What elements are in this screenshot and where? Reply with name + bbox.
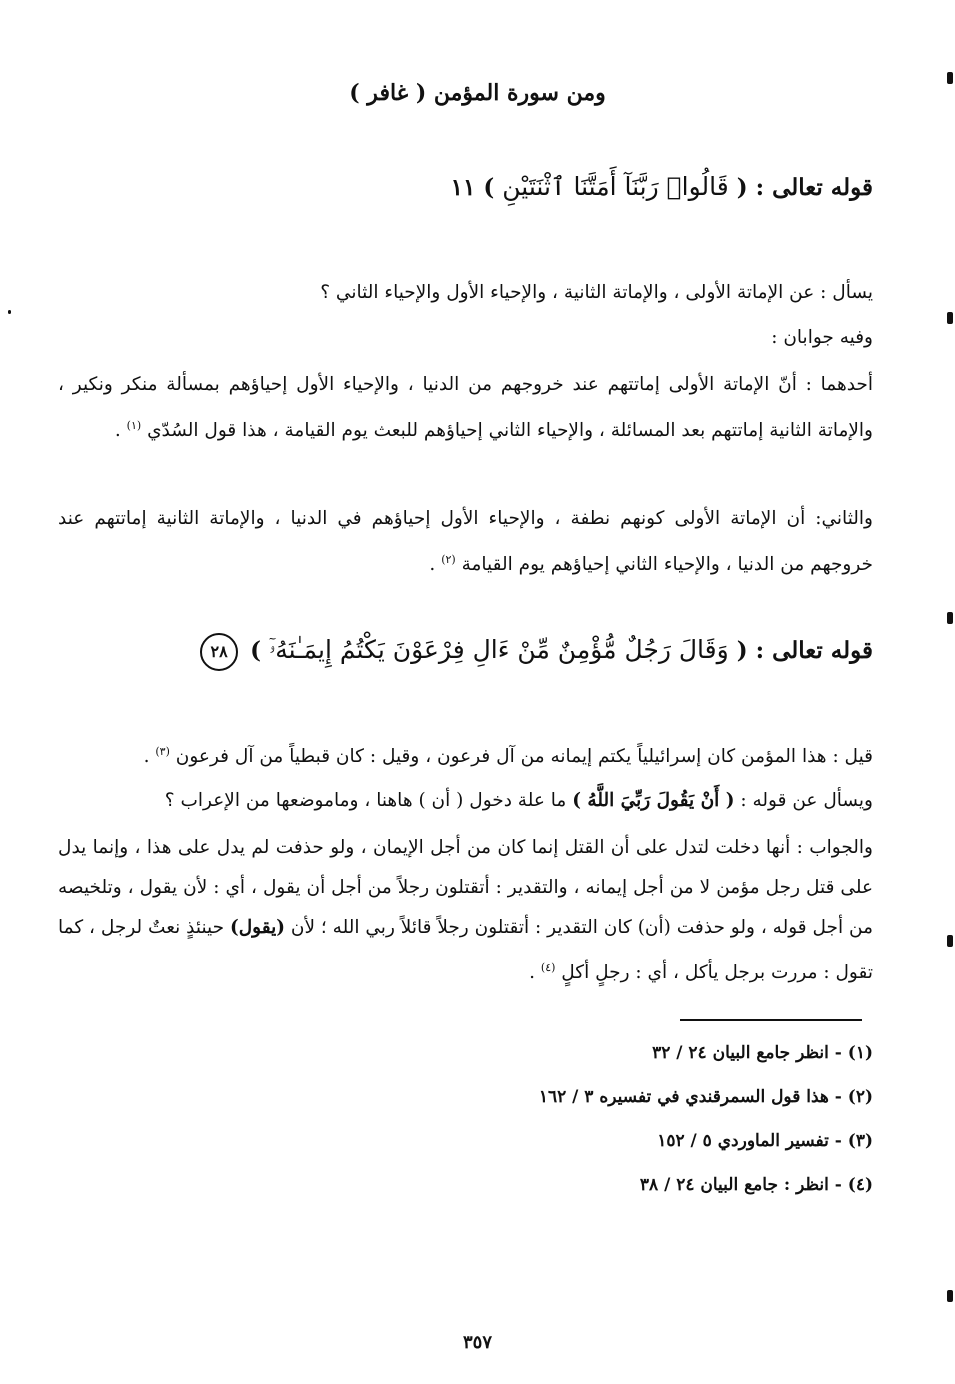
footnote-ref-3: (٣) <box>155 745 170 758</box>
footnote-ref-4: (٤) <box>540 961 556 974</box>
footnote-1: (١) - انظر جامع البيان ٢٤ / ٣٢ <box>652 1043 873 1063</box>
verse-lead: قوله تعالى : ( <box>736 174 873 201</box>
paragraph-identity <box>58 731 873 777</box>
footnote-separator <box>680 1019 862 1021</box>
sentence-end: . <box>529 962 535 984</box>
verse-heading-1 <box>73 172 873 201</box>
sentence-end: . <box>114 420 121 442</box>
grammar-answer-tail: حينئذٍ نعتٌ لرجل ، كما تقول : مررت برجل يأكل ، أي : رجلٍ أكلٍ <box>58 917 873 984</box>
paragraph-question: يسأل : عن الإماتة الأولى ، والإماتة الثانية ، والإحياء الأول والإحياء الثاني ؟ <box>320 282 873 303</box>
verse-quote: وَقَالَ رَجُلٌ مُّؤْمِنٌ مِّنْ ءَالِ فِرْعَوْنَ يَكْتُمُ إِيمَـٰنَهُۥٓ <box>269 635 729 664</box>
scan-speck <box>8 310 11 314</box>
footnote-3: (٣) - تفسير الماوردي ٥ / ١٥٢ <box>657 1131 873 1151</box>
footnote-4: (٤) - انظر : جامع البيان ٢٤ / ٣٨ <box>639 1175 873 1195</box>
verse-lead: قوله تعالى : ( <box>736 637 873 664</box>
grammar-question-lead: ويسأل عن قوله : <box>740 790 873 811</box>
paragraph-first-answer <box>58 364 873 451</box>
footnote-ref-2: (٢) <box>441 553 456 566</box>
footnote-2: (٢) - هذا قول السمرقندي في تفسيره ٣ / ١٦٢ <box>538 1087 873 1107</box>
verse-tail: ) <box>250 637 261 664</box>
quoted-word: (يقول) <box>229 917 285 938</box>
page-header: ومن سورة المؤمن ( غافر ) <box>349 80 606 106</box>
paragraph-grammar-answer <box>58 828 873 993</box>
verse-heading-2 <box>73 633 873 671</box>
binding-mark <box>947 612 953 624</box>
ayah-number-badge: ٢٨ <box>200 633 238 671</box>
first-answer-text: أحدهما : أنّ الإماتة الأولى إماتتهم عند خروجهم من الدنيا ، والإحياء الأول إحياؤهم بمسألة منكر ونكير ، والإماتة الثانية إماتتهم بعد المسائلة ، والإحياء الثاني إحياؤهم للبعث يوم القيامة ، هذا قول السُدّي <box>58 374 873 442</box>
paragraph-two-answers: وفيه جوابان : <box>771 327 873 348</box>
footnote-ref-1: (١) <box>126 419 142 432</box>
paragraph-second-answer <box>58 498 873 585</box>
sentence-end: . <box>429 554 436 576</box>
verse-tail: ) ١١ <box>450 174 495 201</box>
binding-mark <box>947 312 953 324</box>
identity-text: قيل : هذا المؤمن كان إسرائيلياً يكتم إيمانه من آل فرعون ، وقيل : كان قبطياً من آل فرعون <box>175 746 873 768</box>
paragraph-grammar-question <box>58 780 873 821</box>
sentence-end: . <box>143 746 150 768</box>
grammar-answer-text: والجواب : أنها دخلت لتدل على أن القتل إنما كان من أجل الإيمان ، ولو حذفت لم يدل على هذا ، وإنما يدل على قتل رجل مؤمن لا من أجل إيمانه ، والتقدير : أتقتلون رجلاً من أجل أن يقول ، أي : لأن يقول ، وتلخيصه من أجل قوله ، ولو حذفت (أن) كان التقدير : أتقتلون رجلاً قائلاً ربي الله ؛ لأن <box>58 837 873 938</box>
grammar-question-tail: ما علة دخول ( أن ) هاهنا ، وماموضعها من الإعراب ؟ <box>164 790 567 811</box>
binding-mark <box>947 935 953 947</box>
binding-mark <box>947 72 953 84</box>
verse-quote: قَالُوا۟ رَبَّنَآ أَمَتَّنَا ٱثْنَتَيْنِ <box>502 172 729 201</box>
binding-mark <box>947 1290 953 1302</box>
page-number: ٣٥٧ <box>462 1332 492 1353</box>
second-answer-text: والثاني: أن الإماتة الأولى كونهم نطفة ، والإحياء الأول إحياؤهم في الدنيا ، والإماتة الثانية إماتتهم عند خروجهم من الدنيا ، والإحياء الثاني إحياؤهم يوم القيامة <box>58 508 873 576</box>
quoted-phrase: ( أَنْ يَقُولَ رَبِّيَ اللَّهُ ) <box>572 790 735 811</box>
